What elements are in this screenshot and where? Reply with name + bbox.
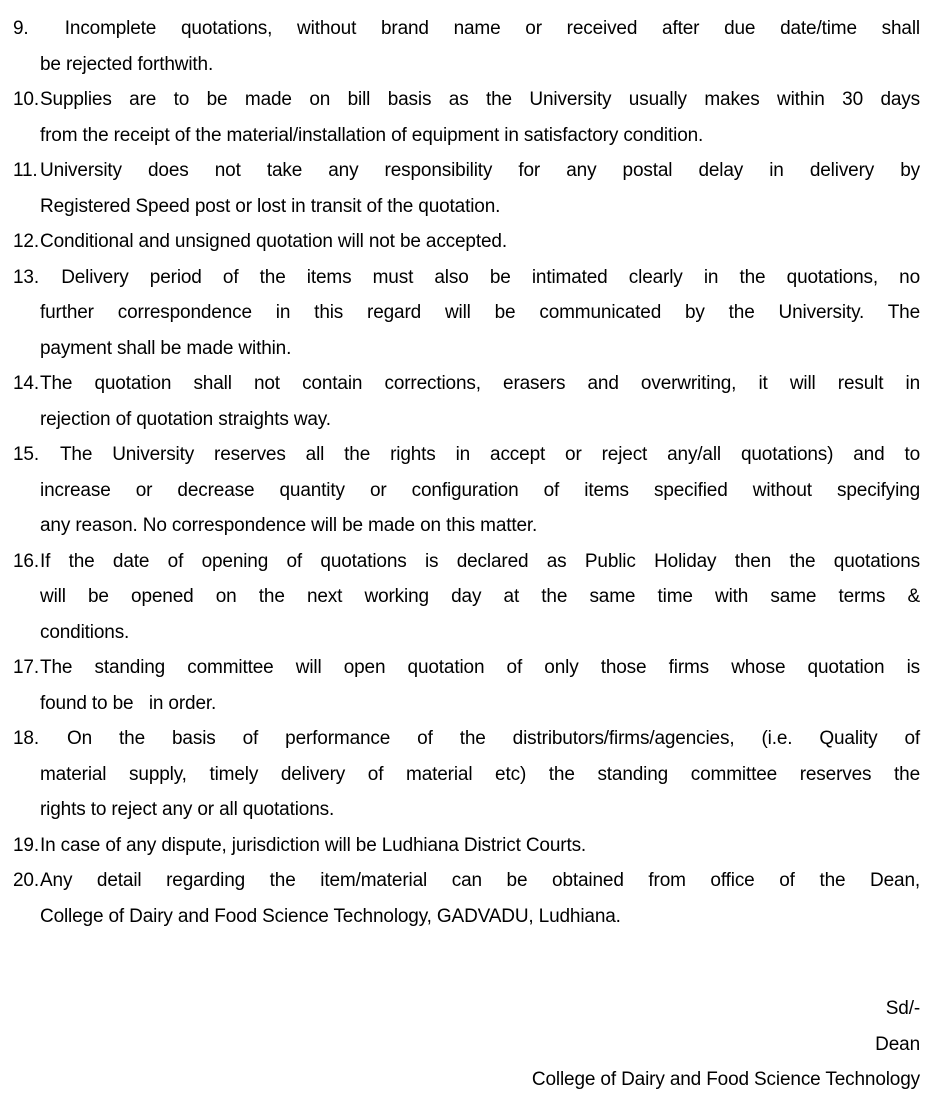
list-item-line: Delivery period of the items must also be intimated clearly in the quotations, no — [40, 266, 920, 288]
list-item-text — [40, 260, 920, 367]
terms-list — [0, 11, 942, 934]
list-item-number: 14. — [13, 373, 39, 394]
list-item-text — [40, 863, 920, 934]
list-item-text — [40, 544, 920, 651]
list-item — [0, 11, 942, 82]
list-item-line: from the receipt of the material/installation of equipment in satisfactory condition. — [40, 124, 704, 146]
list-item-text — [40, 82, 920, 153]
signature-block — [0, 991, 942, 1098]
list-item-line: payment shall be made within. — [40, 337, 292, 359]
list-item-line: The quotation shall not contain corrections, erasers and overwriting, it will result in — [40, 373, 920, 394]
list-item-line: College of Dairy and Food Science Technology, GADVADU, Ludhiana. — [40, 905, 621, 927]
list-item-number: 16. — [13, 550, 39, 572]
list-item — [0, 721, 942, 828]
list-item-text — [40, 11, 920, 82]
list-item-line: conditions. — [40, 621, 130, 643]
list-item-line: rejection of quotation straights way. — [40, 408, 331, 430]
list-item-line: In case of any dispute, jurisdiction will be Ludhiana District Courts. — [40, 834, 587, 856]
list-item-line: University does not take any responsibility for any postal delay in delivery by — [40, 160, 920, 181]
list-item-number: 20. — [13, 870, 39, 891]
list-item-line: The University reserves all the rights in accept or reject any/all quotations) and to — [40, 444, 920, 465]
list-item — [0, 544, 942, 651]
list-item-line: Incomplete quotations, without brand name or received after due date/time shall — [40, 18, 920, 39]
list-item-line: rights to reject any or all quotations. — [40, 799, 335, 820]
list-item — [0, 82, 942, 153]
signature-sd-line: Sd/- — [885, 998, 920, 1019]
list-item-text — [40, 366, 920, 437]
list-item-line: further correspondence in this regard will be communicated by the University. The — [40, 302, 920, 323]
list-item-number: 19. — [13, 834, 39, 856]
list-item-number: 10. — [13, 89, 39, 110]
list-item-line: be rejected forthwith. — [40, 53, 214, 75]
signature-dean-line: Dean — [875, 1033, 920, 1055]
list-item-line: any reason. No correspondence will be made on this matter. — [40, 515, 538, 536]
list-item-text — [40, 153, 920, 224]
list-item-text — [40, 828, 920, 864]
list-item-line: Registered Speed post or lost in transit of the quotation. — [40, 195, 501, 217]
list-item-number: 9. — [13, 18, 29, 39]
list-item-line: Any detail regarding the item/material can be obtained from office of the Dean, — [40, 870, 920, 891]
list-item-number: 18. — [13, 728, 39, 749]
list-item-number: 17. — [13, 657, 39, 678]
list-item-number: 11. — [13, 160, 38, 181]
list-item-number: 15. — [13, 444, 39, 465]
list-item-line: Conditional and unsigned quotation will not be accepted. — [40, 231, 507, 252]
list-item-line: will be opened on the next working day at the same time with same terms & — [40, 586, 920, 607]
list-item — [0, 260, 942, 367]
list-item-number: 12. — [13, 231, 39, 252]
list-item — [0, 366, 942, 437]
list-item — [0, 224, 942, 260]
list-item-line: found to be in order. — [40, 692, 217, 714]
list-item-line: On the basis of performance of the distributors/firms/agencies, (i.e. Quality of — [40, 728, 920, 749]
list-item-line: increase or decrease quantity or configuration of items specified without specifying — [40, 479, 920, 501]
list-item — [0, 650, 942, 721]
list-item-line: Supplies are to be made on bill basis as the University usually makes within 30 days — [40, 89, 920, 110]
list-item — [0, 437, 942, 544]
list-item-text — [40, 437, 920, 544]
list-item — [0, 828, 942, 864]
list-item-number: 13. — [13, 266, 39, 288]
list-item-text — [40, 224, 920, 260]
list-item-text — [40, 650, 920, 721]
list-item-line: If the date of opening of quotations is declared as Public Holiday then the quotations — [40, 550, 920, 572]
list-item-line: material supply, timely delivery of material etc) the standing committee reserves the — [40, 763, 920, 785]
list-item-line: The standing committee will open quotation of only those firms whose quotation is — [40, 657, 920, 678]
list-item — [0, 863, 942, 934]
list-item — [0, 153, 942, 224]
list-item-text — [40, 721, 920, 828]
signature-college-line: College of Dairy and Food Science Technology — [531, 1069, 920, 1090]
